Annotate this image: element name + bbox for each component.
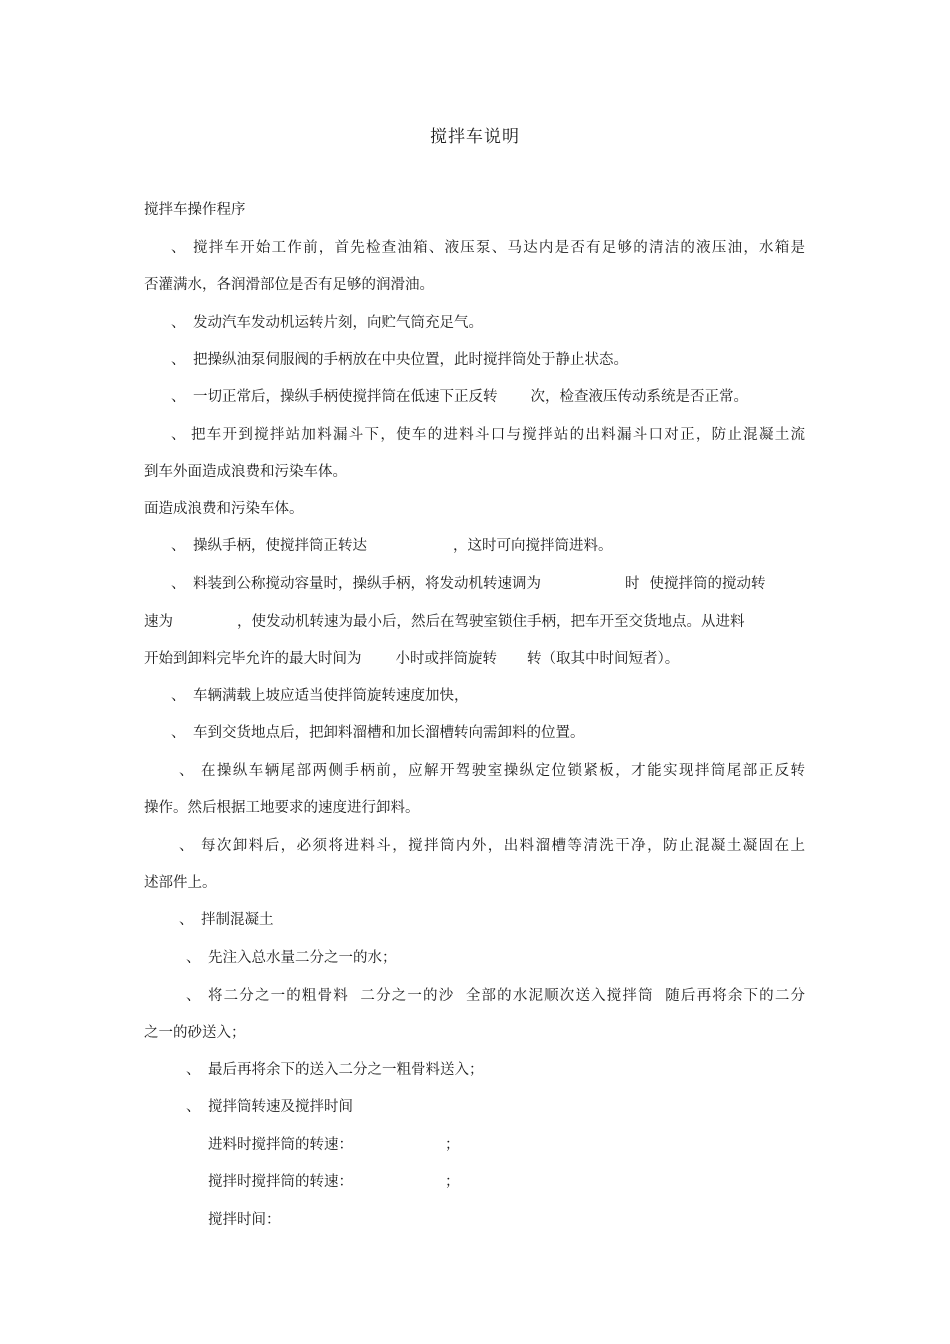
paragraph-line: 将二分之一的粗骨料 二分之一的沙 全部的水泥顺次送入搅拌筒 随后再将余下的二分	[208, 988, 805, 1004]
list-marker: 、	[171, 352, 186, 368]
list-marker: 、	[171, 538, 186, 554]
paragraph-line: 搅拌车开始工作前，首先检查油箱、液压泵、马达内是否有足够的清洁的液压油，水箱是	[193, 240, 805, 256]
text-segment: 次，检查液压传动系统是否正常。	[530, 389, 748, 405]
list-marker: 、	[171, 725, 186, 741]
paragraph-line: 车到交货地点后，把卸料溜槽和加长溜槽转向需卸料的位置。	[193, 725, 585, 741]
parameter-line	[208, 1172, 460, 1192]
text-segment: 小时或拌筒旋转	[395, 651, 497, 667]
list-marker: 、	[171, 389, 186, 405]
paragraph-line: 车辆满载上坡应适当使拌筒旋转速度加快，	[193, 688, 469, 704]
parameter-label: 进料时搅拌筒的转速：	[208, 1137, 353, 1153]
paragraph-line: 操作。然后根据工地要求的速度进行卸料。	[144, 800, 420, 816]
list-marker: 、	[179, 763, 194, 779]
paragraph-line	[193, 536, 613, 556]
paragraph-line: 把操纵油泵伺服阀的手柄放在中央位置，此时搅拌筒处于静止状态。	[193, 352, 628, 368]
list-marker: 、	[171, 576, 186, 592]
text-segment: ，这时可向搅拌筒进料。	[453, 538, 613, 554]
parameter-line	[208, 1135, 460, 1155]
paragraph-line: 最后再将余下的送入二分之一粗骨料送入；	[208, 1062, 484, 1078]
list-marker: 、	[186, 1099, 201, 1115]
paragraph-line: 先注入总水量二分之一的水；	[208, 950, 397, 966]
text-segment: 速为	[144, 614, 173, 630]
paragraph-line	[193, 387, 748, 407]
document-title: 搅拌车说明	[430, 127, 520, 147]
text-segment: 开始到卸料完毕允许的最大时间为	[144, 651, 362, 667]
text-segment: 使搅拌筒的搅动转	[649, 576, 766, 592]
list-marker: 、	[171, 240, 186, 256]
list-marker: 、	[171, 688, 186, 704]
paragraph-line	[193, 574, 766, 594]
paragraph-line: 把车开到搅拌站加料漏斗下，使车的进料斗口与搅拌站的出料漏斗口对正，防止混凝土流	[191, 427, 805, 443]
text-segment: 一切正常后，操纵手柄使搅拌筒在低速下正反转	[193, 389, 498, 405]
list-marker: 、	[179, 912, 194, 928]
text-segment: ；	[445, 1137, 460, 1153]
paragraph-line	[144, 649, 679, 669]
text-segment: ；	[445, 1174, 460, 1190]
section-heading: 搅拌车操作程序	[144, 202, 246, 218]
list-marker: 、	[171, 315, 186, 331]
paragraph-line: 之一的砂送入；	[144, 1025, 246, 1041]
list-marker: 、	[186, 988, 201, 1004]
text-segment: 时	[625, 576, 640, 592]
paragraph-line	[144, 612, 745, 632]
text-segment: 操纵手柄，使搅拌筒正转达	[193, 538, 367, 554]
paragraph-line: 每次卸料后，必须将进料斗，搅拌筒内外，出料溜槽等清洗干净，防止混凝土凝固在上	[201, 838, 805, 854]
parameter-label: 搅拌时搅拌筒的转速：	[208, 1174, 353, 1190]
text-segment: ，使发动机转速为最小后，然后在驾驶室锁住手柄，把车开至交货地点。从进料	[237, 614, 745, 630]
text-segment: 转（取其中时间短者）。	[527, 651, 680, 667]
paragraph-line: 面造成浪费和污染车体。	[144, 501, 304, 517]
list-marker: 、	[179, 838, 194, 854]
paragraph-line: 发动汽车发动机运转片刻，向贮气筒充足气。	[193, 315, 483, 331]
paragraph-line: 否灌满水，各润滑部位是否有足够的润滑油。	[144, 277, 434, 293]
list-marker: 、	[186, 1062, 201, 1078]
subsection-heading: 搅拌筒转速及搅拌时间	[208, 1099, 353, 1115]
paragraph-line: 到车外面造成浪费和污染车体。	[144, 464, 347, 480]
subsection-heading: 拌制混凝土	[201, 912, 274, 928]
paragraph-line: 述部件上。	[144, 875, 217, 891]
list-marker: 、	[186, 950, 201, 966]
text-segment: 料装到公称搅动容量时，操纵手柄，将发动机转速调为	[193, 576, 541, 592]
list-marker: 、	[171, 427, 186, 443]
parameter-label: 搅拌时间：	[208, 1212, 281, 1228]
paragraph-line: 在操纵车辆尾部两侧手柄前，应解开驾驶室操纵定位锁紧板，才能实现拌筒尾部正反转	[201, 763, 805, 779]
